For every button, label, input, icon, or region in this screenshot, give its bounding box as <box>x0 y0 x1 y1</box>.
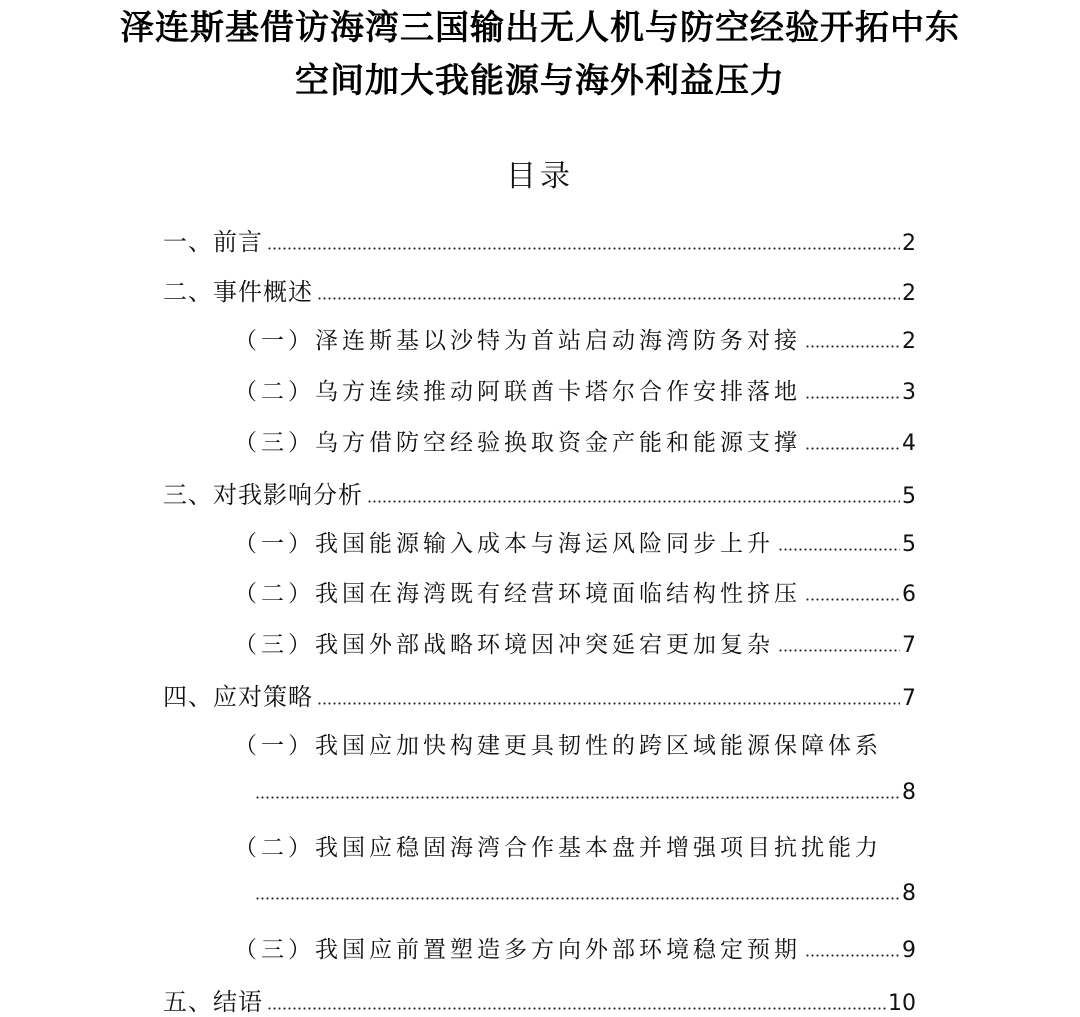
toc-page-number: 5 <box>902 532 916 557</box>
dot-leader <box>805 345 900 348</box>
toc-entry-2-3[interactable] <box>234 424 916 457</box>
toc-entry-strategies[interactable] <box>163 677 916 712</box>
dot-leader <box>255 796 900 799</box>
toc-entry-conclusion[interactable] <box>163 982 916 1017</box>
toc-entry-3-2[interactable] <box>234 575 916 608</box>
toc-page-number: 7 <box>902 633 916 658</box>
toc-entry-2-1[interactable] <box>234 322 916 355</box>
toc-heading: 目录 <box>506 159 574 194</box>
toc-entry-text: 四、应对策略 <box>163 683 313 711</box>
toc-entry-3-1[interactable] <box>234 525 916 558</box>
toc-entry-3-3[interactable] <box>234 626 916 659</box>
toc-page-number: 4 <box>902 431 916 456</box>
toc-entry-text: 三、对我影响分析 <box>163 481 363 509</box>
toc-entry-text: 二、事件概述 <box>163 278 313 306</box>
toc-entry-2-2[interactable] <box>234 373 916 406</box>
dot-leader <box>805 447 900 450</box>
toc-entry-text: （三）我国应前置塑造多方向外部环境稳定预期 <box>234 937 801 963</box>
toc-page-number: 2 <box>902 281 916 306</box>
toc-entry-text: （二）我国在海湾既有经营环境面临结构性挤压 <box>234 581 801 607</box>
toc-page-number: 7 <box>902 686 916 711</box>
toc-entry-text: 五、结语 <box>163 988 263 1016</box>
dot-leader <box>805 954 900 957</box>
dot-leader <box>805 396 900 399</box>
toc-entry-text: （三）乌方借防空经验换取资金产能和能源支撑 <box>234 430 801 456</box>
toc-entry-text: （一）泽连斯基以沙特为首站启动海湾防务对接 <box>234 328 801 354</box>
toc-entry-text: （一）我国能源输入成本与海运风险同步上升 <box>234 531 774 557</box>
document-title: 泽连斯基借访海湾三国输出无人机与防空经验开拓中东空间加大我能源与海外利益压力 <box>120 8 960 101</box>
toc-entry-4-1-continuation[interactable] <box>255 780 916 805</box>
dot-leader <box>778 548 900 551</box>
toc-entry-4-1-text[interactable]: （一）我国应加快构建更具韧性的跨区域能源保障体系 <box>234 733 882 759</box>
toc-entry-4-3[interactable] <box>234 931 916 964</box>
dot-leader <box>367 500 900 503</box>
toc-page-number: 8 <box>902 881 916 906</box>
toc-entry-text: （二）乌方连续推动阿联酋卡塔尔合作安排落地 <box>234 379 801 405</box>
toc-entry-4-2-continuation[interactable] <box>255 881 916 906</box>
toc-page-number: 3 <box>902 380 916 405</box>
toc-page-number: 2 <box>902 231 916 256</box>
toc-page-number: 5 <box>902 484 916 509</box>
toc-entry-event-overview[interactable] <box>163 272 916 307</box>
toc-entry-text: 一、前言 <box>163 228 263 256</box>
dot-leader <box>267 1007 886 1010</box>
toc-page-number: 2 <box>902 329 916 354</box>
dot-leader <box>267 247 900 250</box>
dot-leader <box>255 897 900 900</box>
toc-page-number: 8 <box>902 780 916 805</box>
toc-entry-text: （三）我国外部战略环境因冲突延宕更加复杂 <box>234 632 774 658</box>
toc-page-number: 10 <box>888 991 916 1016</box>
toc-entry-impact-analysis[interactable] <box>163 475 916 510</box>
dot-leader <box>317 702 900 705</box>
dot-leader <box>778 649 900 652</box>
dot-leader <box>317 297 900 300</box>
dot-leader <box>805 598 900 601</box>
toc-entry-preface[interactable] <box>163 222 916 257</box>
toc-page-number: 9 <box>902 938 916 963</box>
toc-entry-4-2-text[interactable]: （二）我国应稳固海湾合作基本盘并增强项目抗扰能力 <box>234 835 882 861</box>
toc-page-number: 6 <box>902 582 916 607</box>
